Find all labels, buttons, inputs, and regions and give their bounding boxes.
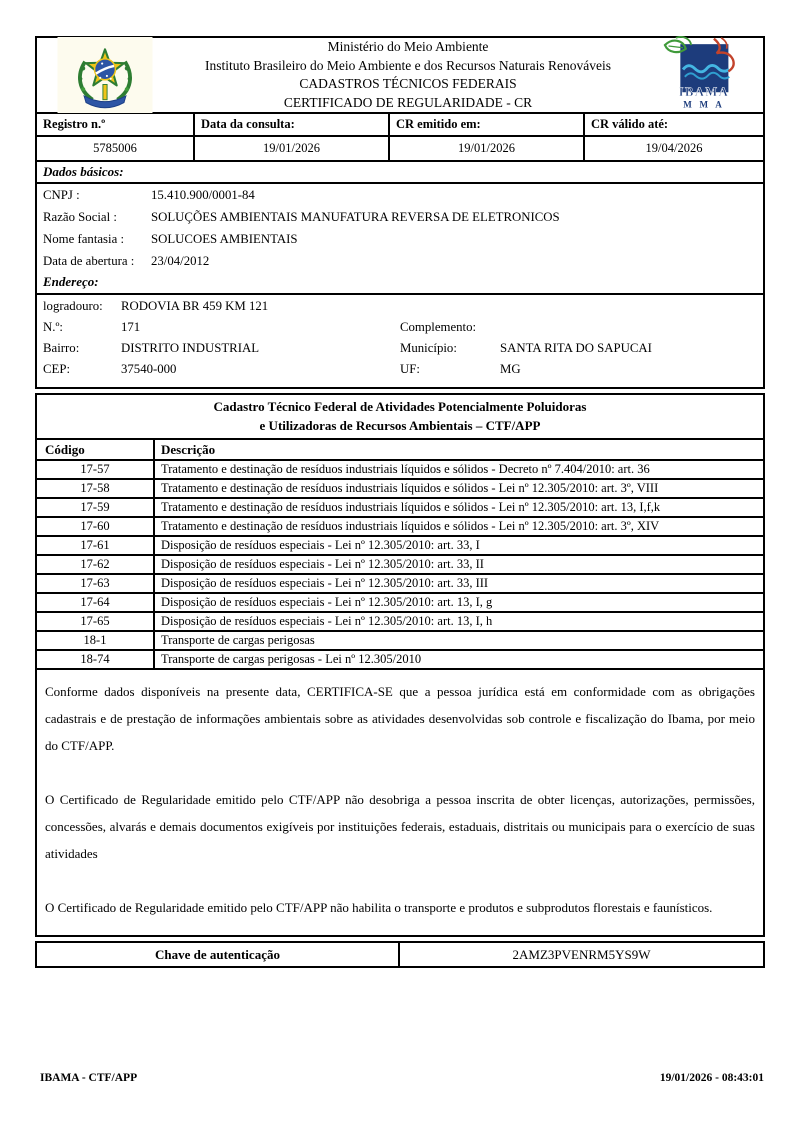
activity-description: Transporte de cargas perigosas [161, 633, 315, 647]
table-row [37, 651, 763, 668]
activity-code: 17-62 [37, 556, 155, 573]
table-row [37, 518, 763, 537]
cnpj-value: 15.410.900/0001-84 [151, 188, 255, 202]
consulta-date-value: 19/01/2026 [195, 137, 390, 160]
dados-basicos-section [35, 160, 765, 295]
table-row [37, 461, 763, 480]
data-abertura-label: Data de abertura : [43, 254, 135, 268]
uf-value: MG [500, 362, 521, 376]
table-row [37, 537, 763, 556]
header-title-block [169, 38, 647, 112]
cr-valid-label: CR válido até: [585, 114, 763, 137]
cnpj-row [37, 184, 763, 206]
data-abertura-value: 23/04/2012 [151, 254, 210, 268]
table-row [37, 480, 763, 499]
table-row [37, 575, 763, 594]
cep-label: CEP: [43, 362, 71, 376]
registro-number-label: Registro n.º [37, 114, 195, 137]
nome-fantasia-label: Nome fantasia : [43, 232, 125, 246]
activity-code: 17-64 [37, 594, 155, 611]
ctfapp-table-title [37, 395, 763, 440]
cnpj-label: CNPJ : [43, 188, 80, 202]
disclaimer-paragraph: O Certificado de Regularidade emitido pelo CTF/APP não desobriga a pessoa inscrita de obter licenças, autorizações, permissões, concessões, alvarás e demais documentos exigíveis por instituições federais, estaduais, distritais ou municipais para o exercício de suas atividades [45, 792, 755, 861]
header-cadastros: CADASTROS TÉCNICOS FEDERAIS [299, 76, 517, 91]
mma-wordmark: M M A [683, 99, 725, 110]
cep-value: 37540-000 [121, 362, 177, 376]
activity-code: 17-65 [37, 613, 155, 630]
municipio-value: SANTA RITA DO SAPUCAI [500, 341, 652, 355]
nome-fantasia-value: SOLUCOES AMBIENTAIS [151, 232, 298, 246]
authentication-key-label: Chave de autenticação [37, 943, 400, 966]
document-header [35, 36, 765, 114]
activity-code: 17-60 [37, 518, 155, 535]
bairro-label: Bairro: [43, 341, 80, 355]
nome-fantasia-row [37, 228, 763, 250]
activity-code: 18-1 [37, 632, 155, 649]
activity-description: Disposição de resíduos especiais - Lei nº 12.305/2010: art. 33, I [161, 538, 480, 552]
ibama-logo-icon [647, 36, 759, 114]
activity-description: Tratamento e destinação de resíduos industriais líquidos e sólidos - Decreto nº 7.404/2010: art. 36 [161, 462, 650, 476]
header-certificate-title: CERTIFICADO DE REGULARIDADE - CR [283, 94, 533, 110]
brazil-coat-of-arms-icon [41, 37, 169, 113]
razao-social-row [37, 206, 763, 228]
activity-description: Tratamento e destinação de resíduos industriais líquidos e sólidos - Lei nº 12.305/2010: art. 3º, XIV [161, 519, 660, 533]
bairro-municipio-row [37, 338, 763, 359]
registro-number-value: 5785006 [37, 137, 195, 160]
logradouro-row [37, 296, 763, 317]
ibama-logo-svg [657, 36, 749, 114]
ctfapp-header-row [37, 440, 763, 461]
endereco-title: Endereço: [43, 274, 99, 289]
complemento-value [500, 319, 763, 336]
numero-complemento-row [37, 317, 763, 338]
dados-basicos-title: Dados básicos: [37, 162, 763, 184]
activity-description: Disposição de resíduos especiais - Lei nº 12.305/2010: art. 13, I, g [161, 595, 493, 609]
municipio-label: Município: [400, 341, 457, 355]
registro-summary-table [35, 112, 765, 162]
ctfapp-activities-table [35, 393, 765, 670]
activity-code: 18-74 [37, 651, 155, 668]
page-footer [40, 1072, 764, 1084]
activity-code: 17-59 [37, 499, 155, 516]
activity-code: 17-63 [37, 575, 155, 592]
uf-label: UF: [400, 362, 420, 376]
cr-issued-value: 19/01/2026 [390, 137, 585, 160]
logradouro-value: RODOVIA BR 459 KM 121 [121, 299, 269, 313]
descricao-column-header: Descrição [161, 442, 216, 457]
certification-statement-section [35, 668, 765, 937]
ctfapp-title-line1: Cadastro Técnico Federal de Atividades Potencialmente Poluidoras [213, 399, 587, 414]
activity-description: Tratamento e destinação de resíduos industriais líquidos e sólidos - Lei nº 12.305/2010: art. 3º, VIII [161, 481, 659, 495]
header-ministry: Ministério do Meio Ambiente [327, 39, 489, 54]
endereco-section [35, 293, 765, 389]
activity-description: Disposição de resíduos especiais - Lei nº 12.305/2010: art. 13, I, h [161, 614, 493, 628]
brazil-coat-of-arms-svg [57, 37, 153, 113]
footer-system-label: IBAMA - CTF/APP [40, 1072, 138, 1084]
cr-valid-value: 19/04/2026 [645, 141, 703, 155]
table-row [37, 556, 763, 575]
ibama-wordmark: IBAMA [678, 84, 730, 99]
activity-code: 17-61 [37, 537, 155, 554]
activity-description: Disposição de resíduos especiais - Lei nº 12.305/2010: art. 33, III [161, 576, 489, 590]
cep-uf-row [37, 359, 763, 380]
codigo-column-header: Código [37, 440, 155, 459]
table-row [37, 632, 763, 651]
table-row [37, 499, 763, 518]
activity-description: Disposição de resíduos especiais - Lei nº 12.305/2010: art. 33, II [161, 557, 484, 571]
table-row [37, 613, 763, 632]
activity-code: 17-58 [37, 480, 155, 497]
table-row [37, 594, 763, 613]
logradouro-label: logradouro: [43, 299, 103, 313]
numero-value: 171 [121, 320, 141, 334]
activity-description: Transporte de cargas perigosas - Lei nº 12.305/2010 [161, 652, 422, 666]
authentication-key-value: 2AMZ3PVENRM5YS9W [512, 947, 651, 962]
header-institute: Instituto Brasileiro do Meio Ambiente e dos Recursos Naturais Renováveis [204, 57, 612, 73]
footer-timestamp: 19/01/2026 - 08:43:01 [659, 1072, 764, 1084]
consulta-date-label: Data da consulta: [195, 114, 390, 137]
certification-paragraph: Conforme dados disponíveis na presente data, CERTIFICA-SE que a pessoa jurídica está em conformidade com as obrigações cadastrais e de prestação de informações ambientais sobre as atividades desenvolvidas sob controle e fiscalização do Ibama, por meio do CTF/APP. [45, 684, 755, 753]
transport-disclaimer-paragraph: O Certificado de Regularidade emitido pelo CTF/APP não habilita o transporte e produtos e subprodutos florestais e faunísticos. [45, 900, 713, 915]
activity-description: Tratamento e destinação de resíduos industriais líquidos e sólidos - Lei nº 12.305/2010: art. 13, I,f,k [161, 500, 661, 514]
data-abertura-row [37, 250, 763, 272]
numero-label: N.º: [43, 320, 63, 334]
ctfapp-title-line2: e Utilizadoras de Recursos Ambientais – CTF/APP [259, 418, 541, 433]
activity-code: 17-57 [37, 461, 155, 478]
razao-social-label: Razão Social : [43, 210, 117, 224]
certificate-document [35, 38, 765, 968]
cr-issued-label: CR emitido em: [390, 114, 585, 137]
authentication-key-table [35, 941, 765, 968]
razao-social-value: SOLUÇÕES AMBIENTAIS MANUFATURA REVERSA DE ELETRONICOS [151, 210, 560, 224]
complemento-label: Complemento: [400, 320, 477, 334]
bairro-value: DISTRITO INDUSTRIAL [121, 341, 260, 355]
